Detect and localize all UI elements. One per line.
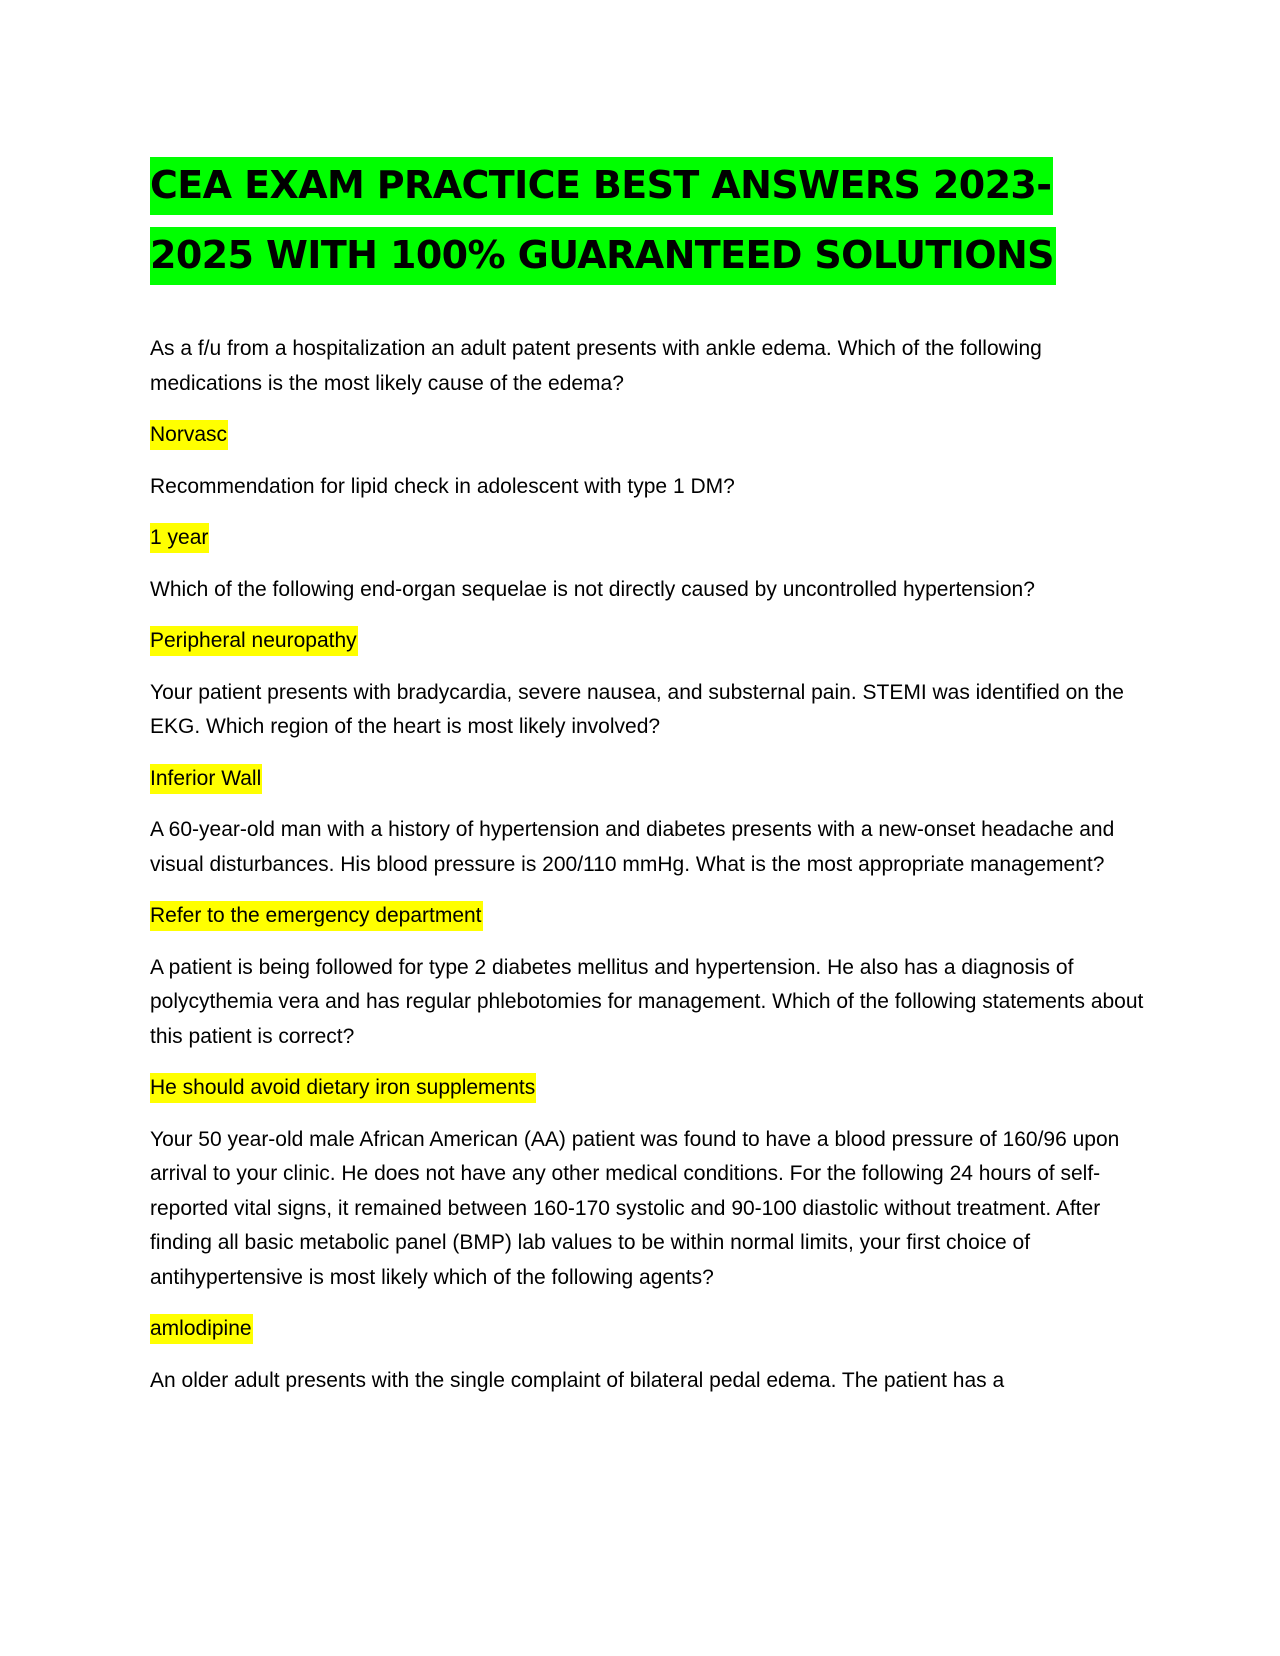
question-8: An older adult presents with the single complaint of bilateral pedal edema. The patient has a xyxy=(150,1368,1005,1392)
title-line-1 xyxy=(150,150,1150,220)
answer-highlight: amlodipine xyxy=(150,1314,253,1344)
answer-6 xyxy=(150,1071,1150,1106)
answer-2 xyxy=(150,521,1150,556)
answer-3 xyxy=(150,624,1150,659)
title-highlight: CEA EXAM PRACTICE BEST ANSWERS 2023- xyxy=(150,157,1053,215)
question-6: A patient is being followed for type 2 diabetes mellitus and hypertension. He also has a diagnosis of polycythemia vera and has regular phlebotomies for management. Which of the following statements about this patient is correct? xyxy=(150,955,1144,1048)
answer-highlight: Norvasc xyxy=(150,420,228,450)
question-2: Recommendation for lipid check in adolescent with type 1 DM? xyxy=(150,474,735,498)
title-highlight: 2025 WITH 100% GUARANTEED SOLUTIONS xyxy=(150,227,1056,285)
answer-highlight: He should avoid dietary iron supplements xyxy=(150,1073,536,1103)
answer-highlight: Peripheral neuropathy xyxy=(150,626,358,656)
answer-5 xyxy=(150,899,1150,934)
answer-7 xyxy=(150,1312,1150,1347)
answer-highlight: Inferior Wall xyxy=(150,764,262,794)
document-title xyxy=(150,150,1150,290)
question-5: A 60-year-old man with a history of hypertension and diabetes presents with a new-onset headache and visual disturbances. His blood pressure is 200/110 mmHg. What is the most appropriate management? xyxy=(150,818,1115,876)
title-line-2 xyxy=(150,220,1150,290)
answer-highlight: 1 year xyxy=(150,523,209,553)
qa-list xyxy=(150,332,1150,1398)
question-3: Which of the following end-organ sequelae is not directly caused by uncontrolled hypertension? xyxy=(150,577,1035,601)
question-4: Your patient presents with bradycardia, severe nausea, and substernal pain. STEMI was identified on the EKG. Which region of the heart is most likely involved? xyxy=(150,680,1124,738)
document-page xyxy=(150,150,1150,1415)
answer-1 xyxy=(150,418,1150,453)
answer-highlight: Refer to the emergency department xyxy=(150,901,483,931)
question-7: Your 50 year-old male African American (AA) patient was found to have a blood pressure of 160/96 upon arrival to your clinic. He does not have any other medical conditions. For the following 24 hours of self-reported vital signs, it remained between 160-170 systolic and 90-100 diastolic without treatment. After finding all basic metabolic panel (BMP) lab values to be within normal limits, your first choice of antihypertensive is most likely which of the following agents? xyxy=(150,1127,1120,1289)
answer-4 xyxy=(150,762,1150,797)
question-1: As a f/u from a hospitalization an adult patent presents with ankle edema. Which of the following medications is the most likely cause of the edema? xyxy=(150,337,1042,395)
